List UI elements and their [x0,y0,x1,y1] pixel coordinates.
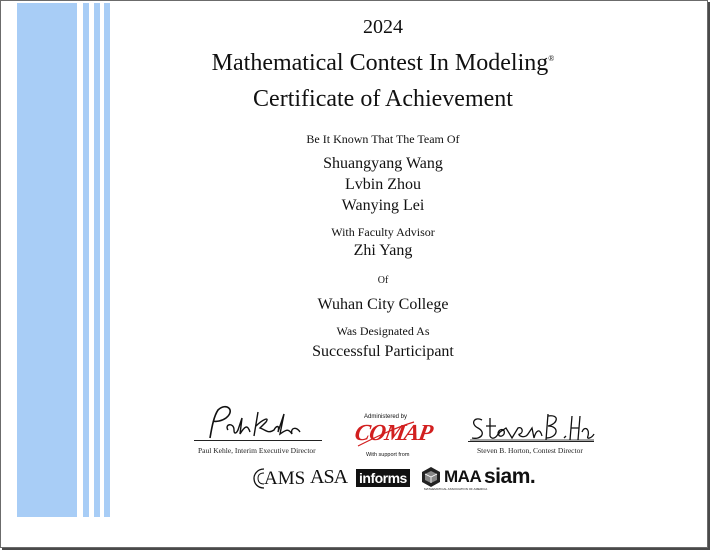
right-signature [468,410,596,444]
informs-logo: informs [356,469,410,487]
maa-subtitle: MATHEMATICAL ASSOCIATION OF AMERICA [424,487,488,491]
designation-label: Was Designated As [336,324,430,338]
with-support-text: With support from [366,452,410,458]
right-signature-caption: Steven B. Horton, Contest Director [477,446,583,455]
advisor-label: With Faculty Advisor [331,225,435,239]
team-member-2: Lvbin Zhou [345,176,421,193]
contest-name: Mathematical Contest In Modeling® [211,50,555,76]
comap-swoosh-icon [354,418,418,450]
left-signature-line [194,440,322,441]
of-label: Of [377,275,389,286]
advisor-name: Zhi Yang [353,242,413,259]
ams-logo: AMS [264,468,306,489]
year: 2024 [363,16,403,38]
administered-by-text: Administered by [364,414,408,420]
right-signature-line [468,441,594,442]
team-member-3: Wanying Lei [341,197,425,214]
asa-logo: ASA [310,466,348,488]
intro-text: Be It Known That The Team Of [306,132,460,146]
institution-name: Wuhan City College [317,296,449,313]
comap-logo: COMAP [352,420,435,445]
maa-logo: MAA [444,467,482,486]
stripe-2 [83,3,89,517]
maa-logo-icon [420,466,442,488]
left-signature-caption: Paul Kehle, Interim Executive Director [198,446,316,455]
team-member-1: Shuangyang Wang [323,155,443,172]
left-signature [196,404,324,442]
stripe-wide [17,3,77,517]
certificate-title: Certificate of Achievement [253,86,513,112]
designation: Successful Participant [312,343,454,360]
siam-logo: siam. [484,465,536,488]
stripe-4 [104,3,110,517]
registered-mark: ® [548,54,555,63]
stripe-3 [94,3,100,517]
